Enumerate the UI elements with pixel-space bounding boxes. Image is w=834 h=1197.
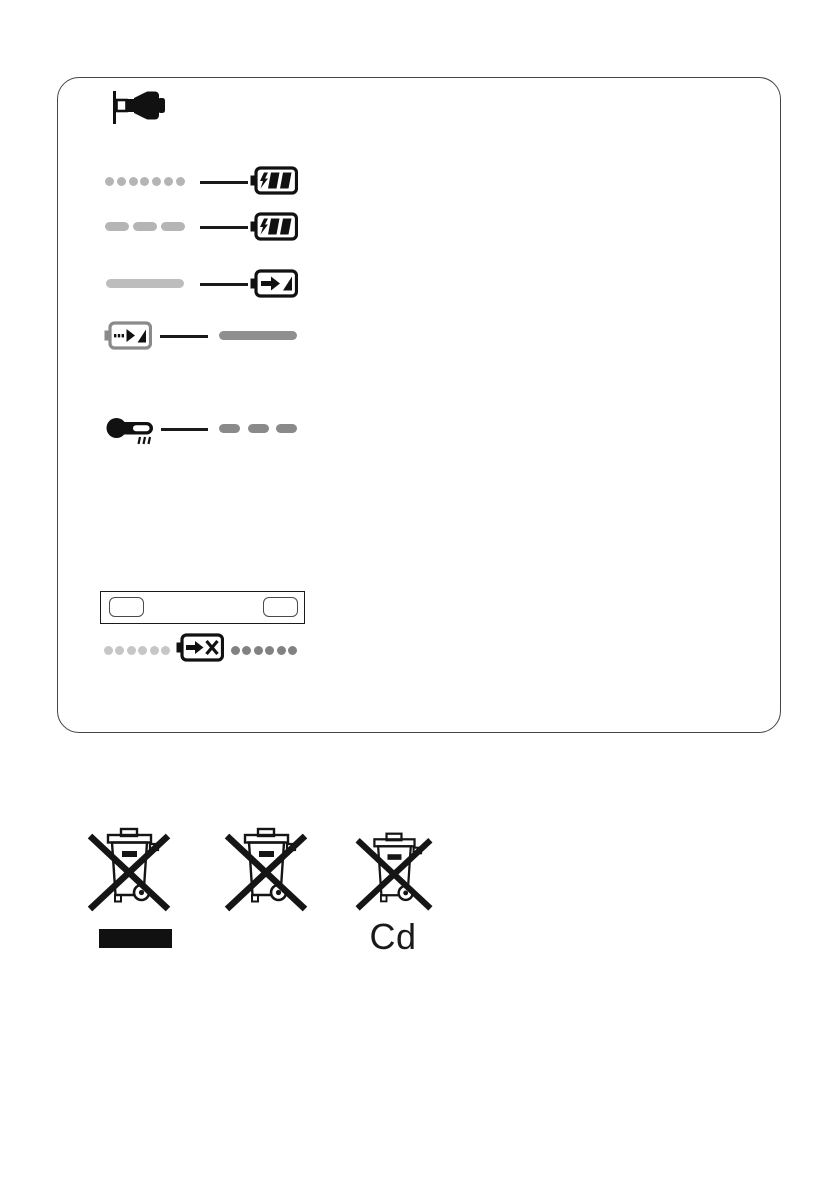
led-row-error-right-dots (231, 646, 297, 655)
bar-led-indicator (219, 331, 297, 340)
pill-led-indicator (161, 222, 185, 231)
small-pill-led-indicator (219, 424, 240, 433)
dot-led-indicator (138, 646, 147, 655)
connector-line (160, 335, 208, 338)
dot-led-indicator (161, 646, 170, 655)
led-row-charging-pills (105, 222, 185, 231)
dot-led-indicator (140, 177, 149, 186)
charger-top-outline (100, 591, 305, 624)
cadmium-label: Cd (369, 916, 417, 957)
dot-led-indicator (129, 177, 138, 186)
battery-charging-icon (250, 212, 298, 241)
led-row-charged-bar (106, 279, 184, 288)
connector-line (200, 283, 248, 286)
battery-charged-arrow-icon (250, 269, 298, 298)
dot-led-indicator (176, 177, 185, 186)
weee-crossed-bin-icon (352, 825, 436, 918)
battery-charging-icon (250, 166, 298, 195)
charger-button-right (263, 597, 298, 617)
small-pill-led-indicator (276, 424, 297, 433)
small-pill-led-indicator (248, 424, 269, 433)
led-row-temperature-pills (219, 424, 297, 433)
dot-led-indicator (150, 646, 159, 655)
connector-line (161, 428, 208, 431)
connector-line (200, 226, 248, 229)
battery-error-icon (176, 633, 224, 662)
dot-led-indicator (117, 177, 126, 186)
dot-led-indicator (254, 646, 263, 655)
pill-led-indicator (105, 222, 129, 231)
indicator-legend-box (57, 77, 781, 733)
pill-led-indicator (133, 222, 157, 231)
power-plug-icon (101, 85, 171, 125)
led-row-trickle-bar (219, 331, 297, 340)
charger-button-left (109, 597, 144, 617)
weee-crossed-bin-icon (221, 821, 311, 918)
weee-crossed-bin-icon (84, 821, 174, 918)
dot-led-indicator (105, 177, 114, 186)
connector-line (200, 181, 248, 184)
dot-led-indicator (152, 177, 161, 186)
bar-led-indicator (106, 279, 184, 288)
dot-led-indicator (277, 646, 286, 655)
dot-led-indicator (242, 646, 251, 655)
weee-black-bar (99, 929, 172, 948)
battery-trickle-icon (104, 321, 152, 350)
dot-led-indicator (164, 177, 173, 186)
dot-led-indicator (288, 646, 297, 655)
dot-led-indicator (127, 646, 136, 655)
dot-led-indicator (115, 646, 124, 655)
dot-led-indicator (104, 646, 113, 655)
led-row-error-left-dots (104, 646, 170, 655)
led-row-charging-dots (105, 177, 185, 186)
thermometer-icon (105, 413, 167, 449)
dot-led-indicator (231, 646, 240, 655)
dot-led-indicator (265, 646, 274, 655)
